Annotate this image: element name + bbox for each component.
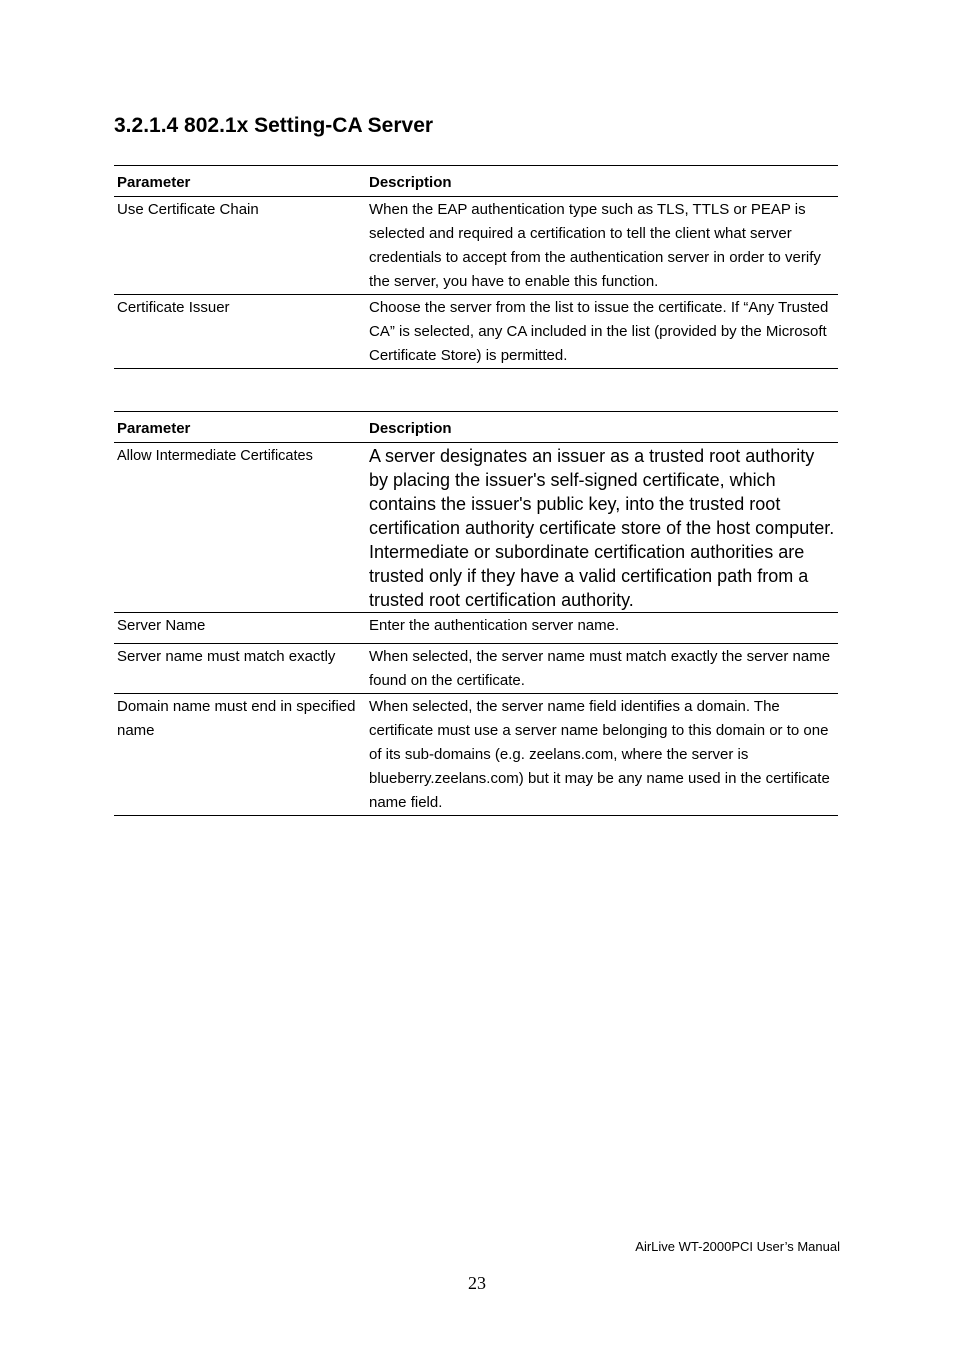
parameter-description: Enter the authentication server name. bbox=[366, 613, 838, 644]
parameter-table-server-validation bbox=[114, 411, 838, 816]
table-header-row bbox=[114, 166, 838, 197]
table-header-row bbox=[114, 412, 838, 443]
parameter-name: Domain name must end in specified name bbox=[114, 694, 366, 816]
column-header-parameter: Parameter bbox=[114, 166, 366, 197]
column-header-description: Description bbox=[366, 412, 838, 443]
parameter-name: Allow Intermediate Certificates bbox=[114, 443, 366, 613]
manual-title: AirLive WT-2000PCI User’s Manual bbox=[635, 1239, 840, 1254]
table-row bbox=[114, 613, 838, 644]
table-row bbox=[114, 295, 838, 369]
page-number: 23 bbox=[468, 1273, 486, 1293]
column-header-parameter: Parameter bbox=[114, 412, 366, 443]
table-row bbox=[114, 694, 838, 816]
parameter-name: Server Name bbox=[114, 613, 366, 644]
table-row bbox=[114, 197, 838, 295]
parameter-name: Certificate Issuer bbox=[114, 295, 366, 369]
parameter-description: Choose the server from the list to issue the certificate. If “Any Trusted CA” is selected, any CA included in the list (provided by the Microsoft Certificate Store) is permitted. bbox=[366, 295, 838, 369]
parameter-description: A server designates an issuer as a trusted root authority by placing the issuer's self-signed certificate, which contains the issuer's public key, into the trusted root certification authority certificate store of the host computer. Intermediate or subordinate certification authorities are trusted only if they have a valid certification path from a trusted root certification authority. bbox=[366, 443, 838, 613]
parameter-description: When selected, the server name field identifies a domain. The certificate must use a server name belonging to this domain or to one of its sub-domains (e.g. zeelans.com, where the server is blueberry.zeelans.com) but it may be any name used in the certificate name field. bbox=[366, 694, 838, 816]
table-row bbox=[114, 443, 838, 613]
parameter-description: When selected, the server name must match exactly the server name found on the certificate. bbox=[366, 644, 838, 694]
table-row bbox=[114, 644, 838, 694]
parameter-name: Server name must match exactly bbox=[114, 644, 366, 694]
parameter-name: Use Certificate Chain bbox=[114, 197, 366, 295]
section-heading: 3.2.1.4 802.1x Setting-CA Server bbox=[114, 114, 434, 137]
parameter-table-ca-server bbox=[114, 165, 838, 369]
parameter-description: When the EAP authentication type such as TLS, TTLS or PEAP is selected and required a certification to tell the client what server credentials to accept from the authentication server in order to verify the server, you have to enable this function. bbox=[366, 197, 838, 295]
column-header-description: Description bbox=[366, 166, 838, 197]
